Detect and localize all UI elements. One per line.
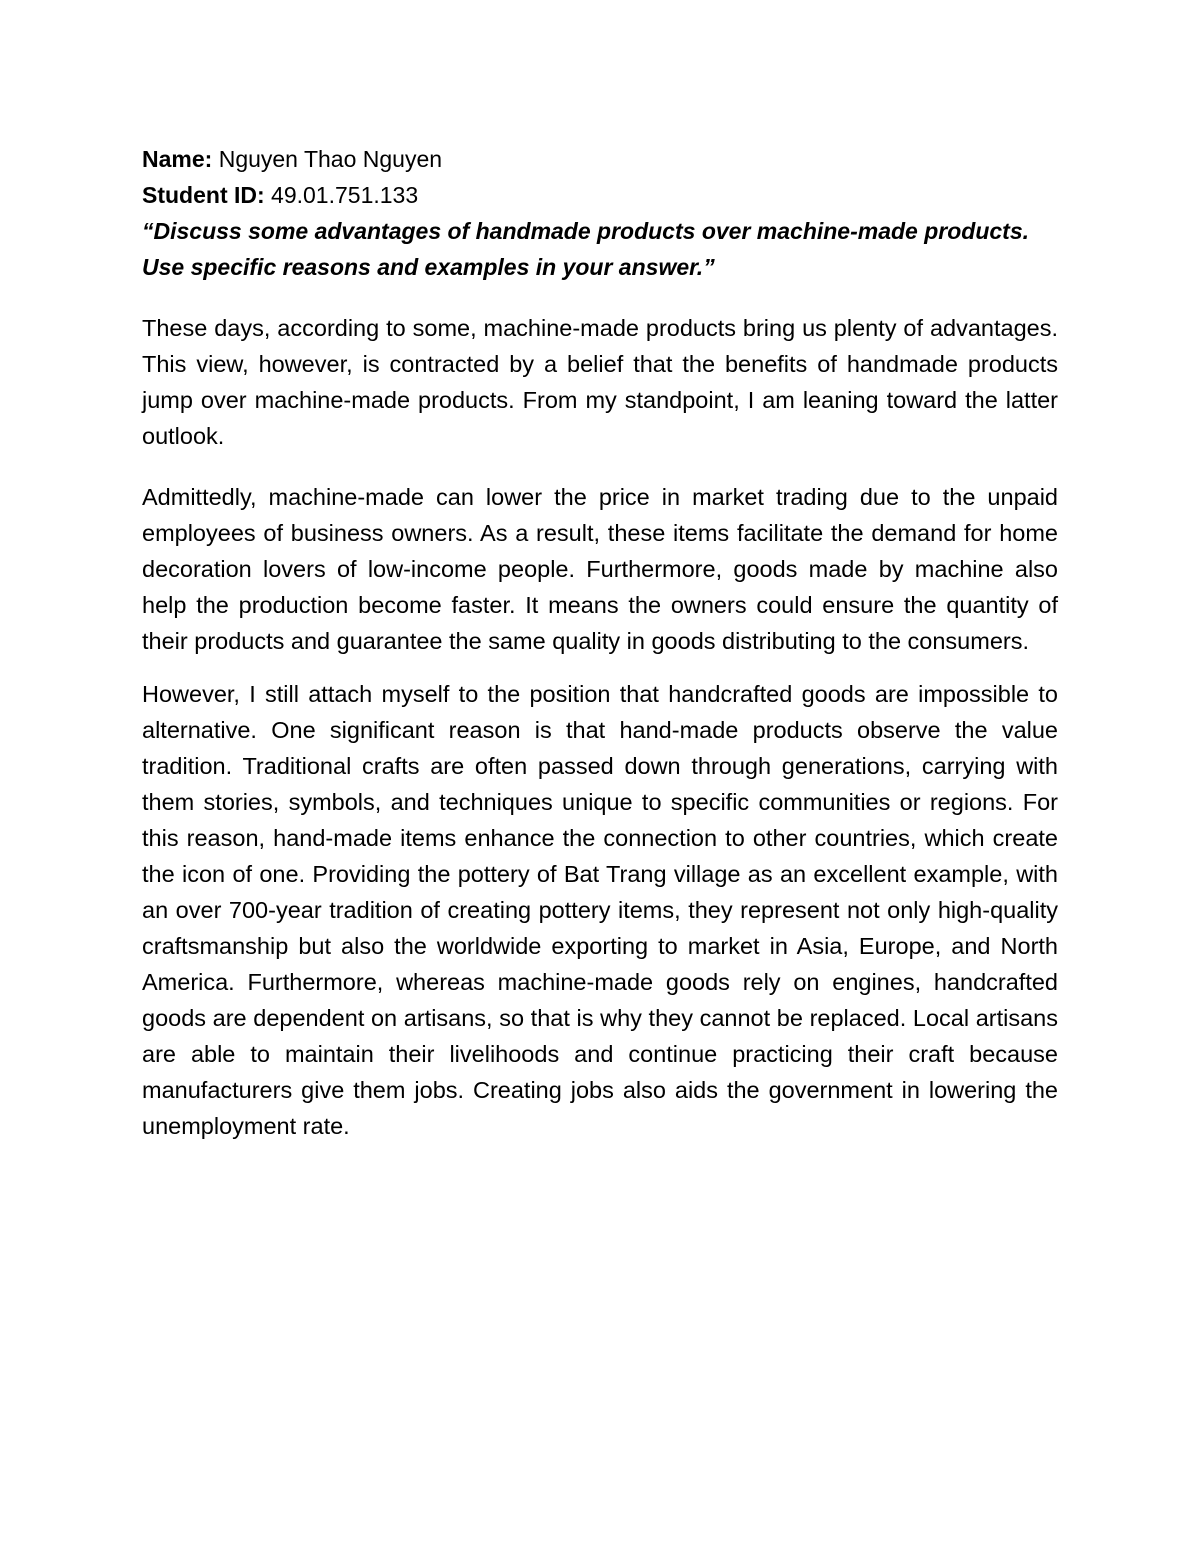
paragraph-argument: However, I still attach myself to the position that handcrafted goods are impossible to alternative. One significant reason is that hand-made products observe the value tradition. Traditional crafts are often passed down through generations, carrying with them stories, symbols, and techniques unique to specific communities or regions. For this reason, hand-made items enhance the connection to other countries, which create the icon of one. Providing the pottery of Bat Trang village as an excellent example, with an over 700-year tradition of creating pottery items, they represent not only high-quality craftsmanship but also the worldwide exporting to market in Asia, Europe, and North America. Furthermore, whereas machine-made goods rely on engines, handcrafted goods are dependent on artisans, so that is why they cannot be replaced. Local artisans are able to maintain their livelihoods and continue practicing their craft because manufacturers give them jobs. Creating jobs also aids the government in lowering the unemployment rate. bbox=[142, 681, 1058, 1139]
prompt-line-1: “Discuss some advantages of handmade products over machine-made products. bbox=[142, 218, 1030, 244]
document-page bbox=[142, 141, 1058, 1144]
student-id-label: Student ID: bbox=[142, 182, 265, 208]
student-id-value: 49.01.751.133 bbox=[264, 182, 419, 208]
paragraph-intro: These days, according to some, machine-made products bring us plenty of advantages. This view, however, is contracted by a belief that the benefits of handmade products jump over machine-made products. From my standpoint, I am leaning toward the latter outlook. bbox=[142, 315, 1058, 449]
prompt-line-2: Use specific reasons and examples in your answer.” bbox=[142, 254, 715, 280]
name-label: Name: bbox=[142, 146, 213, 172]
paragraph-concession: Admittedly, machine-made can lower the price in market trading due to the unpaid employees of business owners. As a result, these items facilitate the demand for home decoration lovers of low-income people. Furthermore, goods made by machine also help the production become faster. It means the owners could ensure the quantity of their products and guarantee the same quality in goods distributing to the consumers. bbox=[142, 484, 1058, 654]
essay-prompt bbox=[142, 213, 1058, 285]
name-value: Nguyen Thao Nguyen bbox=[212, 146, 443, 172]
name-line bbox=[142, 141, 1058, 177]
student-id-line bbox=[142, 177, 1058, 213]
